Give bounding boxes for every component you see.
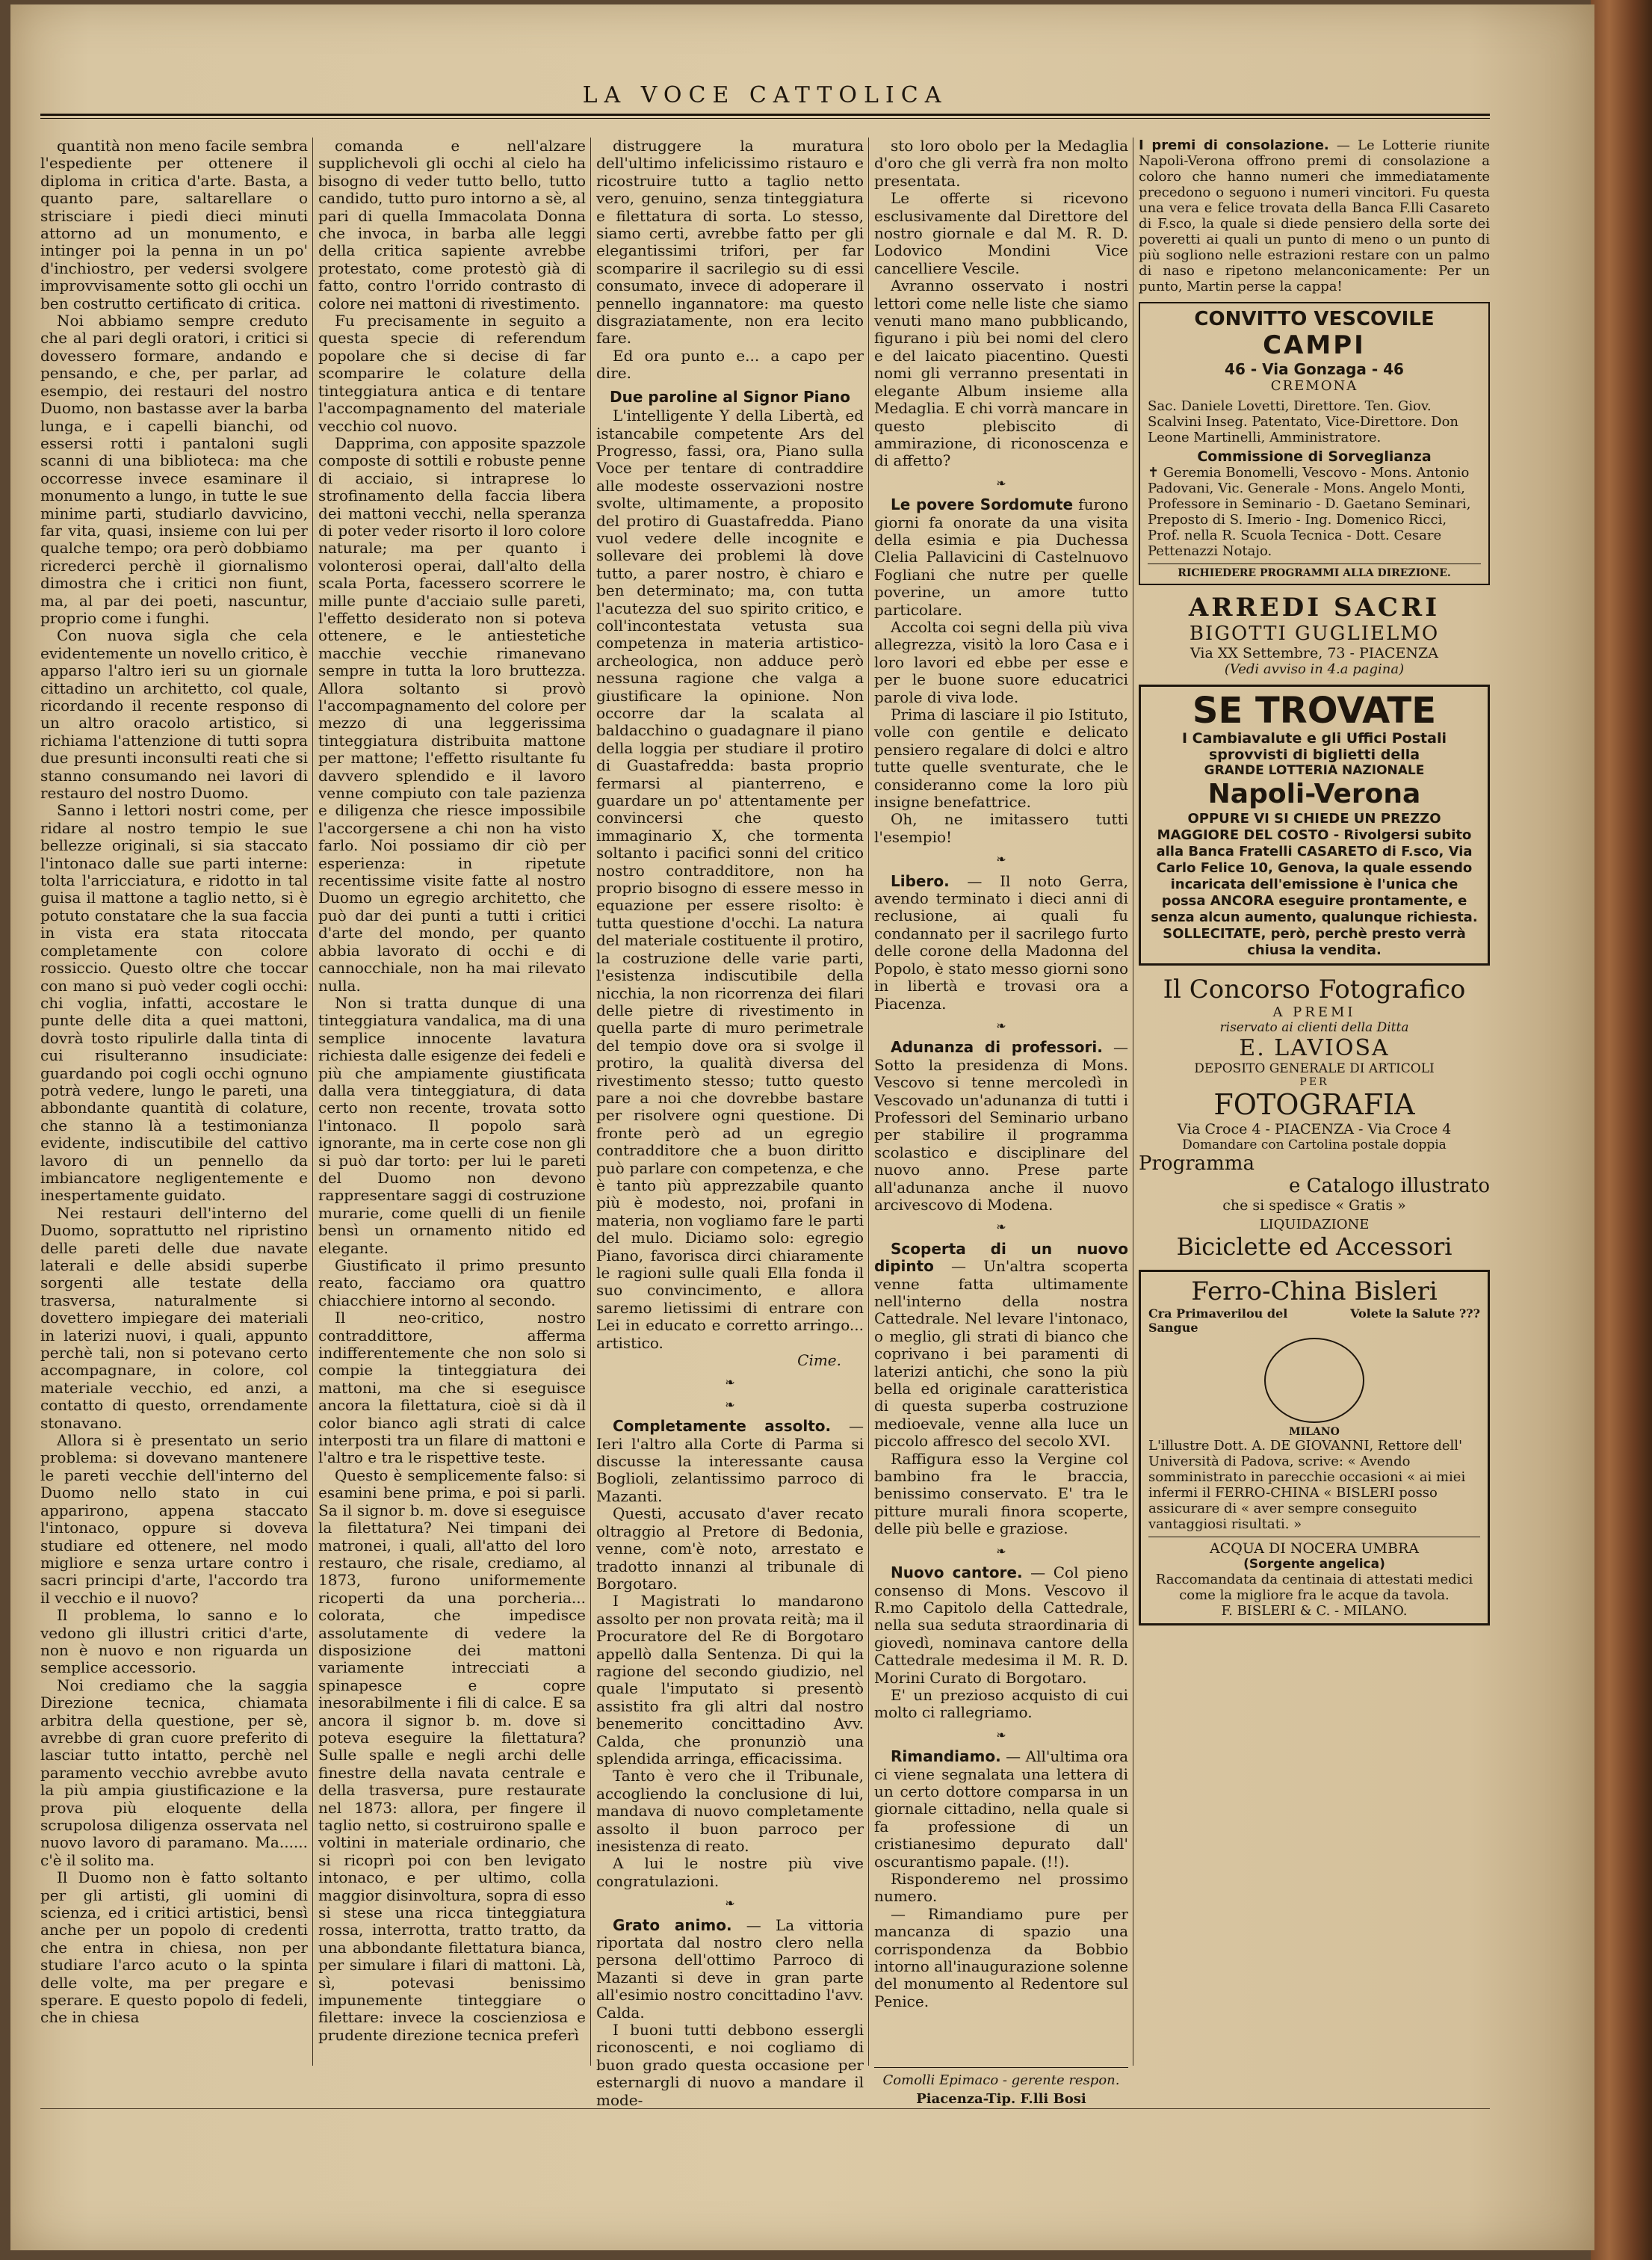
news-item xyxy=(874,277,1128,469)
news-item xyxy=(596,1855,864,1890)
news-text: I buoni tutti debbono essergli riconoscenti, e noi cogliamo di buon grado questa occasione per esternargli di nuovo a mandare il mode- xyxy=(596,2021,864,2109)
separator-ornament: ❧ xyxy=(996,852,1006,867)
article-continuation xyxy=(596,138,864,383)
column-rule xyxy=(312,138,313,2066)
news-lead: Adunanza di professori. xyxy=(891,1038,1103,1057)
separator-ornament: ❧ xyxy=(996,475,1006,490)
news-text: — Col pieno consenso di Mons. Vescovo il R.mo Capitolo della Cattedrale, nella sua seduta straordinaria di giovedì, nominava cantore della Cattedrale medesima il M. R. D. Morini Curato di Borgotaro. xyxy=(874,1563,1129,1687)
news-text: sto loro obolo per la Medaglia d'oro che gli verrà fra non molto presentata. xyxy=(874,137,1128,190)
manager-line: Comolli Epimaco - gerente respon. xyxy=(874,2067,1128,2088)
news-item xyxy=(874,1241,1128,1451)
paragraph: Il problema, lo sanno e lo vedono gli illustri critici d'arte, non è nuovo e non riguarda un semplice accessorio. xyxy=(40,1606,308,1677)
column-rule xyxy=(868,138,869,2066)
paragraph: Giustificato il primo presunto reato, facciamo ora quattro chiacchiere intorno al secondo. xyxy=(318,1256,586,1309)
paragraph: Ed ora punto e... a capo per dire. xyxy=(596,346,864,383)
article-heading: Due paroline al Signor Piano xyxy=(610,387,850,406)
column-4 xyxy=(874,138,1128,2051)
news-text: Questi, accusato d'aver recato oltraggio al Pretore di Bedonia, venne, com'è noto, arrestato e tradotto innanzi al tribunale di Borgotaro. xyxy=(596,1504,864,1593)
paragraph: Allora si è presentato un serio problema: si dovevano mantenere le pareti vecchie dell'interno del Duomo nello stato in cui apparirono, appena staccato l'intonaco, oppure si doveva studiare ed ottenere, nel modo migliore e senza urtare contro i sacri principi d'arte, l'accordo tra il vecchio e il nuovo? xyxy=(40,1431,308,1607)
news-item xyxy=(874,190,1128,277)
bottom-rule xyxy=(40,2108,1490,2109)
news-lead: Rimandiamo. xyxy=(891,1747,1001,1766)
news-item xyxy=(874,1451,1128,1538)
news-text: — Rimandiamo pure per mancanza di spazio una corrispondenza da Bobbio intorno all'inaugurazione solenne del monumento al Redentore sul Penice. xyxy=(874,1904,1128,2010)
paragraph: Dapprima, con apposite spazzole composte di sottili e robuste penne di acciaio, si intraprese lo strofinamento della faccia libera dei mattoni vecchi, nella speranza di poter veder risorto il loro colore naturale; ma per quanto i volonterosi operai, dall'alto della scala Porta, facessero scorrere le mille punte d'acciaio sulle pareti, l'effetto desiderato non si poteva ottenere, e le antiestetiche macchie vecchie rimanevano sempre in tutta la loro bruttezza. Allora soltanto si provò l'accompagnamento del colore per mezzo di una leggerissima tinteggiatura distribuita mattone per mattone; l'effetto risultante fu davvero splendido e il lavoro venne compiuto con tale pazienza e diligenza che riesce impossibile l'accorgersene a chi non ha visto farlo. Noi possiamo dir ciò per esperienza: in ripetute recentissime visite fatte al nostro Duomo un egregio architetto, che può dar dei punti a tutti i critici d'arte del mondo, per quanto abbia lavorato di occhi e di cannocchiale, non ha mai rilevato nulla. xyxy=(318,433,586,995)
news-item xyxy=(874,619,1128,706)
news-item xyxy=(874,1039,1128,1214)
bisleri-portrait-icon xyxy=(1264,1338,1364,1423)
news-text: Le offerte si ricevono esclusivamente dal Direttore del nostro giornale e dal M. R. D. Lodovico Mondini Vice cancelliere Vescile. xyxy=(874,189,1128,277)
column-3 xyxy=(596,137,864,2109)
news-item xyxy=(596,2022,864,2109)
paragraph: Non si tratta dunque di una tinteggiatura vandalica, ma di una semplice innocente lavatura richiesta dalle esigenze dei fedeli e più che ampiamente giustificata dalla vera tinteggiatura, di data certo non recente, trovata sotto l'intonaco. Il popolo sarà ignorante, ma in certe cose non gli si può dar torto: per lui le pareti del Duomo non devono rappresentare saggi di costruzione murarie, come quelli di un fienile bensì un ornamento nitido ed elegante. xyxy=(318,993,586,1257)
column-1 xyxy=(40,138,308,2051)
paragraph: Questo è semplicemente falso: si esamini bene prima, e poi si parli. Sa il signor b. m. dove si eseguisce la filettatura? Nei timpani dei matronei, i quali, all'atto del loro restauro, che risale, crediamo, al 1873, furono uniformemente ricoperti da una porcheria... colorata, che impedisce assolutamente di vedere la disposizione dei mattoni variamente intrecciati a spinapesce e copre inesorabilmente i fili di calce. E sa ancora il signor b. m. dove si poteva eseguire la filettatura? Sulle spalle e negli archi delle finestre della navata centrale e della trasversa, pure restaurate nel 1873: allora, per fingere il taglio netto, si costruirono spalle e voltini in materiale ordinario, che si ricoprì poi con ben levigato intonaco, e per ultimo, colla maggior disinvoltura, sopra di esso si stese una ricca tinteggiatura rossa, interrotta, tratto tratto, da una abbondante filettatura bianca, per simulare i filari di mattoni. Là, sì, potevasi benissimo impunemente tinteggiare o filettare: invece la coscienziosa e prudente direzione tecnica preferì xyxy=(318,1466,586,2044)
news-item xyxy=(874,138,1128,190)
news-text: — La vittoria riportata dal nostro clero nella persona dell'ottimo Parroco di Mazanti si deve in gran parte all'esimio nostro concittadino l'avv. Calda. xyxy=(596,1915,864,2022)
news-item xyxy=(596,1505,864,1593)
paragraph: Il Duomo non è fatto soltanto per gli artisti, gli uomini di scienza, ed i critici artistici, bensì anche per un popolo di credenti che entra in chiesa, non per studiare l'arco acuto o la spinta delle volte, ma per pregare e sperare. E questo popolo di fedeli, che in chiesa xyxy=(40,1868,308,2027)
paragraph: L'intelligente Y della Libertà, ed istancabile competente Ars del Progresso, fassi, ora, Piano sulla Voce per tentare di contraddire alle modeste osservazioni nostre svolte, ultimamente, a proposito del protiro di Guastafredda. Piano vuol vedere delle incognite e sollevare dei problemi là dove tutto, a parer nostro, è chiaro e ben determinato; ma, con tutta l'acutezza del suo spirito critico, e coll'incontestata vetusta sua competenza in materia artistico-archeologica, non adduce però nessuna ragione che valga a giustificare la opinione. Non occorre dar la scalata al baldacchino o guadagnare il piano della loggia per studiare il protiro di Guastafredda: basta proprio fermarsi al pianterreno, e guardare un po' attentamente per convincersi che questo immaginario X, che tormenta soltanto i pacifici sonni del critico nostro contradditore, non ha proprio bisogno di essere messo in equazione per essere risolto: è tutta questione d'occhi. La natura del materiale costituente il protiro, la costruzione delle varie parti, l'esistenza indiscutibile della nicchia, la non ricorrenza dei filari delle pietre di rivestimento in quella parte di muro perimetrale del tempio dove ora si svolge il protiro, la qualità diversa del rivestimento stesso; tutto questo pare a noi che dovrebbe bastare per risolvere ogni questione. Di fronte però ad un egregio contradditore che a buon diritto può parlare con competenza, e che è tanto più apprezzabile quanto più è modesto, noi, profani in materia, non vogliamo fare le parti del mulo. Diciamo solo: egregio Piano, favorisca dirci chiaramente le ragioni sulle quali Ella fonda il suo convincimento, e allora saremo lietissimi di entrare con Lei in educato e corretto arringo... artistico. xyxy=(596,407,864,1352)
news-text: Avranno osservato i nostri lettori come nelle liste che siamo venuti mano mano pubblicando, figurano i più bei nomi del clero e del laicato piacentino. Questi nomi gli verranno presentati in elegante Album insieme alla Medaglia. E chi vorrà mancare in questo plebiscito di ammirazione, di riconoscenza e di affetto? xyxy=(874,277,1128,470)
news-item xyxy=(874,811,1128,846)
news-text: — Sotto la presidenza di Mons. Vescovo si tenne mercoledì in Vescovado un'adunanza di tutti i Professori del Seminario urbano per stabilire il programma scolastico e disciplinare del nuovo anno. Prese parte all'adunanza anche il nuovo arcivescovo di Modena. xyxy=(874,1038,1128,1214)
column-rule xyxy=(590,138,591,2066)
paragraph: Nei restauri dell'interno del Duomo, soprattutto nel ripristino delle pareti delle due navate laterali e delle absidi superbe sorgenti alle testate della trasversa, naturalmente si dovettero impiegare dei materiali in laterizi nuovi, i quali, appunto perchè tali, non si potevano certo accompagnare, in colore, col materiale vecchio, ed anzi, a contatto di questo, orrendamente stonavano. xyxy=(40,1203,308,1432)
news-text: — Ieri l'altro alla Corte di Parma si discusse la interessante causa Boglioli, zelantissimo parroco di Mazanti. xyxy=(596,1417,864,1505)
news-lead: Nuovo cantore. xyxy=(891,1563,1023,1582)
paragraph: Il neo-critico, nostro contraddittore, afferma indifferentemente che non solo si compie la tinteggiatura dei mattoni, ma che si eseguisce ancora la filettatura, cioè si dà il color bianco agli strati di calce interposti tra un filare di mattoni e l'altro e tra le rispettive teste. xyxy=(318,1309,586,1467)
news-lead: Le povere Sordomute xyxy=(891,495,1074,514)
news-lead: Libero. xyxy=(891,871,950,890)
news-item xyxy=(596,1418,864,1505)
paragraph: Noi crediamo che la saggia Direzione tecnica, chiamata arbitra della questione, per sè, avrebbe di gran cuore preferito di lasciar tutto intatto, perchè nel paramento vecchio avrebbe avuto la più ampia giustificazione e la prova più eloquente della scrupolosa diligenza osservata nel nuovo lavoro di paramano. Ma...... c'è il solito ma. xyxy=(40,1676,308,1869)
convitto-ad: CONVITTO VESCOVILE CAMPI 46 - Via Gonzaga - 46 CREMONA Sac. Daniele Lovetti, Direttore. Ten. Giov. Scalvini Inseg. Patentato, Vice-Direttore. Don Leone Martinelli, Amministratore. Commissione di Sorveglianza ✝ Geremia Bonomelli, Vescovo - Mons. Antonio Padovani, Vic. Generale - Mons. Angelo Monti, Professore in Seminario - D. Gaetano Seminari, Preposto di S. Imerio - Ing. Domenico Ricci, Prof. nella R. Scuola Tecnica - Dott. Cesare Pettenazzi Notajo. RICHIEDERE PROGRAMMI ALLA DIREZIONE. xyxy=(1139,302,1490,585)
premi-notice: I premi di consolazione. — Le Lotterie riunite Napoli-Verona offrono premi di consolazione a coloro che hanno numeri che immediatamente precedono o seguono i numeri vincitori. Fu questa una vera e felice trovata della Banca F.lli Casareto di F.sco, la quale si diede pensiero della sorte dei poveretti ai quali un punto di meno o un punto di più sogliono nelle estrazioni restare con un palmo di naso e ripetono melanconicamente: Per un punto, Martin perse la cappa! xyxy=(1139,138,1490,294)
concorso-ad: Il Concorso Fotografico A PREMI riservato ai clienti della Ditta E. LAVIOSA DEPOSITO GENERALE DI ARTICOLI PER FOTOGRAFIA Via Croce 4 - PIACENZA - Via Croce 4 Domandare con Cartolina postale doppia Programma e Catalogo illustrato che si spedisce « Gratis » LIQUIDAZIONE Biciclette ed Accessori xyxy=(1139,975,1490,1261)
article-body xyxy=(596,407,864,1352)
book-spine xyxy=(1591,0,1652,2260)
separator-ornament: ❧ xyxy=(996,1018,1006,1033)
separator-ornament: ❧ xyxy=(725,1375,735,1390)
news-item xyxy=(874,1687,1128,1722)
news-text: Accolta coi segni della più viva allegrezza, visitò la loro Casa e i loro lavori ed ebbe per esse e per le buone suore educatrici parole di viva lode. xyxy=(874,617,1128,706)
news-text: — All'ultima ora ci viene segnalata una lettera di un certo dottore comparsa in un giornale cittadino, nella quale si fa professione di un cristianesimo depurato dall' oscurantismo papale. (!!). xyxy=(874,1747,1128,1871)
news-text: Risponderemo nel prossimo numero. xyxy=(874,1870,1128,1906)
news-lead: Completamente assolto. xyxy=(613,1417,832,1436)
news-text: E' un prezioso acquisto di cui molto ci rallegriamo. xyxy=(874,1685,1128,1722)
paragraph: Con nuova sigla che cela evidentemente un novello critico, è apparso l'altro ieri su un giornale cittadino un architetto, col quale, ricordando il recente responso di un altro oracolo artistico, si richiama l'attenzione di tutti sopra due presunti inconsulti reati che si stanno consumando nei lavori di restauro del nostro Duomo. xyxy=(40,626,308,803)
news-text: Raffigura esso la Vergine col bambino fra le braccia, benissimo conservato. E' tra le pitture murali finora scoperte, delle più belle e graziose. xyxy=(874,1449,1128,1538)
news-text: Prima di lasciare il pio Istituto, volle con gentile e delicato pensiero regalare di dolci e altro tutte quelle sventurate, che le consideranno come la loro più insigne benefattrice. xyxy=(874,706,1128,812)
separator-ornament: ❧ xyxy=(996,1727,1006,1742)
imprint xyxy=(874,2067,1128,2107)
paragraph: quantità non meno facile sembra l'espediente per ottenere il diploma in critica d'arte. Basta, a quanto pare, saltarellare o strisciare i piedi dieci minuti attorno ad un monumento, e intinger poi la penna in un po' d'inchiostro, per vedersi svolgere improvvisamente sotto gli occhi un ben costrutto certificato di critica. xyxy=(40,137,308,312)
news-item xyxy=(874,1564,1128,1687)
news-text: A lui le nostre più vive congratulazioni. xyxy=(596,1854,864,1890)
arredi-ad: ARREDI SACRI BIGOTTI GUGLIELMO Via XX Settembre, 73 - PIACENZA (Vedi avviso in 4.a pagina) xyxy=(1188,593,1441,677)
separator-ornament: ❧ xyxy=(725,1896,735,1911)
news-item xyxy=(874,496,1128,619)
paragraph: distruggere la muratura dell'ultimo infelicissimo ristauro e ricostruire tutto a taglio netto vero, genuino, senza tinteggiatura e filettatura di sorta. Lo stesso, siamo certi, avrebbe fatto per gli elegantissimi trifori, per far scomparire il sacrilegio su di essi consumato, invece di adoperare il pennello ingannatore: ma questo disgraziatamente, non era lecito fare. xyxy=(596,137,864,348)
paragraph: Fu precisamente in seguito a questa specie di referendum popolare che si decise di far scomparire le colature della tinteggiatura antica e di tentare l'accompagnamento del materiale vecchio col nuovo. xyxy=(318,312,586,435)
separator-ornament: ❧ xyxy=(996,1543,1006,1558)
header-rule xyxy=(40,114,1490,119)
news-text: Oh, ne imitassero tutti l'esempio! xyxy=(874,810,1128,846)
column-2 xyxy=(318,138,586,2051)
news-item xyxy=(874,1906,1128,2010)
separator-ornament: ❧ xyxy=(725,1397,735,1412)
news-item xyxy=(874,1748,1128,1871)
news-text: — Un'altra scoperta venne fatta ultimamente nell'interno della nostra Cattedrale. Nel levare l'intonaco, o meglio, gli strati di bianco che coprivano i bei paramenti di laterizi antichi, che sono la più bella ed originale caratteristica di questa superba costruzione medioevale, venne alla luce un piccolo affresco del secolo XVI. xyxy=(874,1257,1128,1451)
separator-ornament: ❧ xyxy=(996,1220,1006,1235)
news-item xyxy=(596,1917,864,2022)
news-text: — Il noto Gerra, avendo terminato i dieci anni di reclusione, ai quali fu condannato per il sacrilego furto delle corone della Madonna del Popolo, è stato messo giorni sono in libertà e trovasi ora a Piacenza. xyxy=(874,871,1128,1013)
paragraph: comanda e nell'alzare supplichevoli gli occhi al cielo ha bisogno di veder tutto bello, tutto candido, tutto puro intorno a sè, al pari di quella Immacolata Donna che invoca, in barba alle leggi della critica sapiente avrebbe protestato, come protestò già di fatto, contro l'orrido contrasto di colore nei mattoni di rivestimento. xyxy=(318,137,586,312)
news-lead: Grato animo. xyxy=(613,1915,732,1934)
news-text: I Magistrati lo mandarono assolto per non provata reità; ma il Procuratore del Re di Borgotaro appellò dalla Sentenza. Di qui la ragione del secondo giudizio, nel quale l'imputato si presentò assistito fra gli altri dal nostro benemerito concittadino Avv. Calda, che pronunziò una splendida arringa, efficacissima. xyxy=(596,1592,864,1767)
paragraph: Sanno i lettori nostri come, per ridare al nostro tempio le sue bellezze originali, si sia staccato l'intonaco dalle sue parti interne: tolta l'arricciatura, e ridotto in tal guisa il mattone a taglio netto, si è potuto constatare che la sua faccia in vista era stata ritoccata completamente con colore rossiccio. Questo oltre che toccar con mano si può veder cogli occhi: chi voglia, infatti, accostare le punte delle dita a quei mattoni, dovrà tosto ripulirle dalla tinta di cui risulteranno insudiciate: guardando poi cogli occhi ognuno potrà vedere, lungo le pareti, una abbondante quantità di colature, che stanno là a testimonianza evidente, indiscutibile del cattivo lavoro di un pennello da imbiancatore negligentemente e inespertamente guidato. xyxy=(40,801,308,1205)
paragraph: Noi abbiamo sempre creduto che al pari degli oratori, i critici si dovessero formare, andando e pensando, e che, per parlar, ad esempio, dei restauri del nostro Duomo, non bastasse aver la barba lunga, e i capelli bianchi, od essersi rotti i pantaloni sugli scanni di una biblioteca: ma che occorresse invece esaminare il monumento a lungo, in tutte le sue minime parti, studiarlo davvicino, far vita, quasi, insieme con lui per qualche tempo; ora però dobbiamo ricrederci perchè il giornalismo dimostra che i critici non fiunt, ma, al par dei poeti, nascuntur, proprio come i funghi. xyxy=(40,312,308,627)
news-text: Tanto è vero che il Tribunale, accogliendo la conclusione di lui, mandava di nuovo completamente assolto il buon parroco per inesistenza di reato. xyxy=(596,1767,864,1855)
news-item xyxy=(874,706,1128,811)
news-item xyxy=(596,1767,864,1855)
news-items xyxy=(596,1396,864,2109)
news-lead: Scoperta di un nuovo dipinto xyxy=(874,1239,1128,1276)
news-item xyxy=(596,1593,864,1767)
bisleri-ad: Ferro-China Bisleri Cra Primaverilou del Sangue Volete la Salute ??? MILANO L'illustre Dott. A. DE GIOVANNI, Rettore dell' Università di Padova, scrive: « Avendo somministrato in parecchie occasioni « ai miei infermi il FERRO-CHINA « BISLERI posso assicurare di « aver sempre conseguito vantaggiosi risultati. » ACQUA DI NOCERA UMBRA (Sorgente angelica) Raccomandata da centinaia di attestati medici come la migliore fra le acque da tavola. F. BISLERI & C. - MILANO. xyxy=(1139,1270,1490,1625)
news-item xyxy=(874,873,1128,1013)
article-signature: Cime. xyxy=(797,1351,841,1370)
running-title: LA VOCE CATTOLICA xyxy=(582,82,948,108)
news-item xyxy=(874,1871,1128,1906)
newspaper-page xyxy=(10,4,1594,2250)
advertisements-column xyxy=(1139,138,1490,2066)
printer-line: Piacenza-Tip. F.lli Bosi xyxy=(916,2091,1086,2107)
news-text: furono giorni fa onorate da una visita della esimia e pia Duchessa Clelia Pallavicini di Castelnuovo Fogliani che nutre per quelle poverine, un amore tutto particolare. xyxy=(874,495,1128,619)
se-trovate-ad: SE TROVATE I Cambiavalute e gli Uffici Postali sprovvisti di biglietti della GRANDE LOTTERIA NAZIONALE Napoli-Verona OPPURE VI SI CHIEDE UN PREZZO MAGGIORE DEL COSTO - Rivolgersi subito alla Banca Fratelli CASARETO di F.sco, Via Carlo Felice 10, Genova, la quale essendo incaricata dell'emissione è l'unica che possa ANCORA eseguire prontamente, e senza alcun aumento, qualunque richiesta. SOLLECITATE, però, perchè presto verrà chiusa la vendita. xyxy=(1139,685,1490,966)
